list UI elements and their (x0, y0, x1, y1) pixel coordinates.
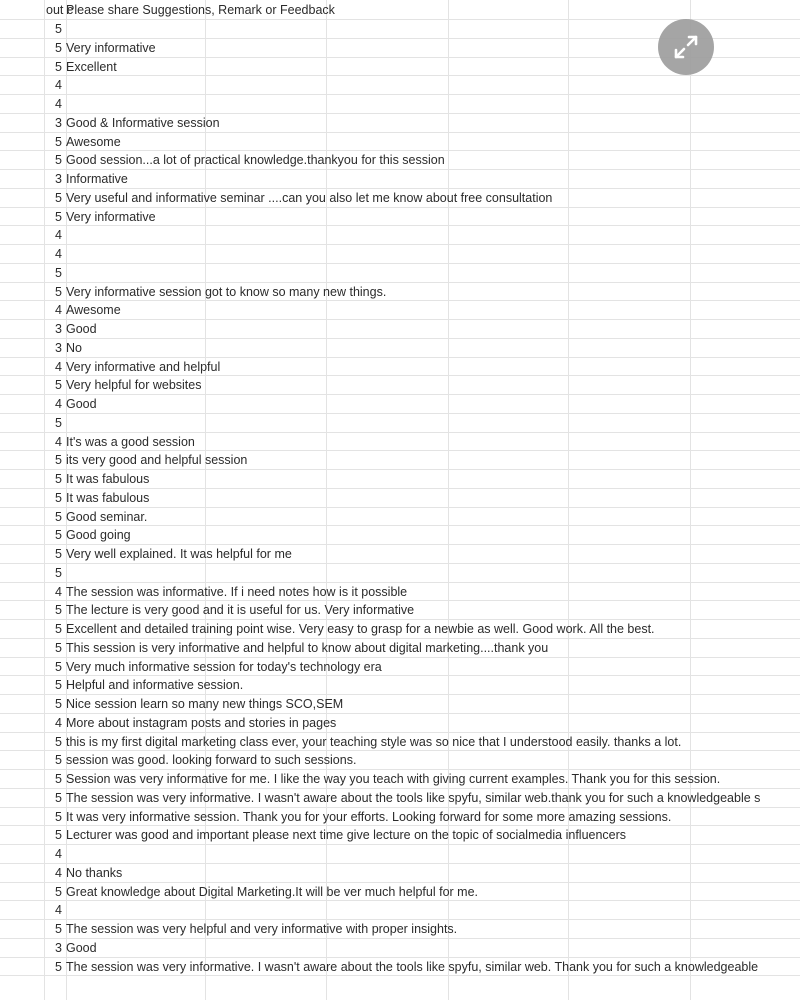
table-row (0, 808, 800, 827)
rating-cell[interactable]: 5 (55, 509, 62, 524)
feedback-cell[interactable]: Nice session learn so many new things SCO,SEM (66, 697, 344, 711)
table-row (0, 208, 800, 227)
table-row (0, 414, 800, 433)
table-row (0, 358, 800, 377)
table-row (0, 620, 800, 639)
rating-cell[interactable]: 5 (55, 284, 62, 299)
rating-cell[interactable]: 5 (55, 622, 62, 636)
rating-cell[interactable]: 5 (55, 490, 62, 505)
rating-cell[interactable]: 5 (55, 640, 62, 655)
feedback-cell[interactable]: Informative (66, 172, 128, 186)
rating-cell[interactable]: 5 (55, 378, 62, 393)
rating-cell[interactable]: 4 (55, 397, 62, 411)
feedback-cell[interactable]: Very informative (66, 40, 156, 55)
table-row (0, 826, 800, 845)
feedback-cell[interactable]: No thanks (66, 865, 123, 880)
feedback-cell[interactable]: Very helpful for websites (66, 378, 202, 393)
feedback-cell[interactable] (66, 564, 800, 582)
feedback-cell[interactable] (66, 264, 800, 282)
rating-cell[interactable]: 5 (55, 828, 62, 843)
feedback-cell[interactable]: Very informative session got to know so many new things. (66, 284, 387, 299)
table-row (0, 189, 800, 208)
feedback-cell[interactable]: Very informative (66, 209, 156, 224)
feedback-cell[interactable]: Excellent (66, 59, 117, 74)
table-row (0, 226, 800, 245)
rating-cell[interactable]: 4 (55, 247, 62, 261)
feedback-cell[interactable]: Good seminar. (66, 509, 148, 524)
table-row (0, 170, 800, 189)
rating-cell[interactable]: 5 (55, 734, 62, 749)
table-row (0, 283, 800, 302)
feedback-cell[interactable]: its very good and helpful session (66, 453, 248, 468)
rating-cell[interactable]: 5 (55, 678, 62, 693)
table-row (0, 526, 800, 545)
table-row (0, 958, 800, 977)
rating-cell[interactable]: 3 (55, 322, 62, 336)
table-row (0, 883, 800, 902)
table-row (0, 901, 800, 920)
feedback-cell[interactable]: Awesome (66, 134, 121, 149)
rating-cell[interactable]: 5 (55, 922, 62, 936)
rating-cell[interactable]: 5 (55, 959, 62, 974)
table-row (0, 133, 800, 152)
feedback-cell[interactable]: It was very informative session. Thank you for your efforts. Looking forward for some more amazing sessions. (66, 809, 672, 824)
table-row (0, 695, 800, 714)
rating-cell[interactable]: 4 (55, 228, 62, 243)
feedback-cell[interactable] (66, 901, 800, 919)
rating-cell[interactable]: 5 (55, 547, 62, 561)
table-row (0, 470, 800, 489)
feedback-cell[interactable]: The session was very informative. I wasn't aware about the tools like spyfu, similar web.thank you for such a knowledgeable s (66, 790, 761, 805)
header-row (0, 1, 800, 20)
rating-cell[interactable]: 5 (55, 790, 62, 805)
table-row (0, 733, 800, 752)
expand-arrows-icon (671, 32, 701, 62)
table-row (0, 95, 800, 114)
feedback-cell[interactable]: Good & Informative session (66, 115, 220, 130)
feedback-cell[interactable]: this is my first digital marketing class ever, your teaching style was so nice that I understood easily. thanks a lot. (66, 734, 682, 749)
feedback-cell[interactable]: More about instagram posts and stories in pages (66, 715, 337, 730)
rating-cell[interactable]: 5 (55, 265, 62, 280)
table-row (0, 151, 800, 170)
feedback-cell[interactable]: Session was very informative for me. I like the way you teach with giving current examples. Thank you for this session. (66, 772, 721, 786)
table-row (0, 489, 800, 508)
table-row (0, 320, 800, 339)
table-row (0, 789, 800, 808)
rating-cell[interactable]: 5 (55, 415, 62, 430)
rating-cell[interactable]: 5 (55, 40, 62, 55)
rating-cell[interactable]: 5 (55, 453, 62, 468)
rating-cell[interactable]: 5 (55, 603, 62, 618)
rating-cell[interactable]: 3 (55, 940, 62, 955)
feedback-cell[interactable]: Good (66, 322, 97, 336)
feedback-cell[interactable]: Good (66, 397, 97, 411)
expand-button[interactable] (658, 19, 714, 75)
feedback-cell[interactable]: It was fabulous (66, 472, 150, 486)
table-row (0, 433, 800, 452)
rating-cell[interactable]: 5 (55, 753, 62, 768)
table-row (0, 939, 800, 958)
table-row (0, 395, 800, 414)
table-row (0, 114, 800, 133)
rating-cell[interactable]: 5 (55, 134, 62, 149)
table-row (0, 508, 800, 527)
feedback-cell[interactable] (66, 226, 800, 244)
table-row (0, 583, 800, 602)
rating-cell[interactable]: 5 (55, 209, 62, 224)
rating-cell[interactable]: 4 (55, 434, 62, 449)
rating-cell[interactable]: 5 (55, 772, 62, 786)
feedback-cell[interactable]: Good (66, 940, 97, 955)
rating-cell[interactable]: 5 (55, 659, 62, 674)
feedback-cell[interactable]: session was good. looking forward to such sessions. (66, 753, 357, 768)
feedback-cell[interactable] (66, 414, 800, 432)
rating-cell[interactable]: 4 (55, 903, 62, 918)
feedback-cell[interactable]: It's was a good session (66, 434, 195, 449)
rating-cell[interactable]: 4 (55, 303, 62, 318)
rating-cell[interactable]: 3 (55, 340, 62, 355)
header-cell-feedback[interactable]: Please share Suggestions, Remark or Feedback (66, 3, 335, 17)
table-row (0, 564, 800, 583)
table-row (0, 658, 800, 677)
rating-cell[interactable]: 4 (55, 359, 62, 374)
feedback-cell[interactable]: The session was very helpful and very informative with proper insights. (66, 922, 458, 936)
table-row (0, 676, 800, 695)
table-row (0, 376, 800, 395)
table-row (0, 339, 800, 358)
feedback-cell[interactable]: The session was very informative. I wasn't aware about the tools like spyfu, similar web. Thank you for such a knowledgeable (66, 959, 759, 974)
rating-cell[interactable]: 5 (55, 697, 62, 711)
rating-cell[interactable]: 5 (55, 153, 62, 168)
table-row (0, 76, 800, 95)
feedback-cell[interactable] (66, 76, 800, 94)
feedback-cell[interactable]: Very informative and helpful (66, 359, 221, 374)
rating-cell[interactable]: 5 (55, 809, 62, 824)
table-row (0, 920, 800, 939)
feedback-cell[interactable]: Good session...a lot of practical knowledge.thankyou for this session (66, 153, 445, 168)
rating-cell[interactable]: 5 (55, 528, 62, 543)
feedback-cell[interactable] (66, 845, 800, 863)
table-row (0, 301, 800, 320)
rating-cell[interactable]: 4 (55, 847, 62, 861)
rating-cell[interactable]: 4 (55, 78, 62, 93)
rating-cell[interactable]: 5 (55, 565, 62, 580)
feedback-cell[interactable]: Good going (66, 528, 131, 543)
feedback-cell[interactable]: No (66, 340, 82, 355)
feedback-cell[interactable]: Great knowledge about Digital Marketing.It will be ver much helpful for me. (66, 884, 478, 899)
table-row (0, 845, 800, 864)
rating-cell[interactable]: 4 (55, 715, 62, 730)
feedback-cell[interactable]: Very much informative session for today's technology era (66, 659, 382, 674)
table-row (0, 714, 800, 733)
feedback-cell[interactable] (66, 245, 800, 263)
feedback-cell[interactable] (66, 95, 800, 113)
header-cell-rating[interactable]: out c (46, 3, 74, 17)
rating-cell[interactable]: 5 (55, 884, 62, 899)
feedback-cell[interactable]: Helpful and informative session. (66, 678, 244, 693)
rating-cell[interactable]: 5 (55, 22, 62, 36)
table-row (0, 639, 800, 658)
rating-cell[interactable]: 4 (55, 865, 62, 880)
table-row (0, 264, 800, 283)
table-row (0, 751, 800, 770)
table-row (0, 864, 800, 883)
feedback-cell[interactable]: This session is very informative and helpful to know about digital marketing....thank you (66, 640, 549, 655)
rating-cell[interactable]: 4 (55, 584, 62, 599)
feedback-cell[interactable]: Awesome (66, 303, 121, 318)
rating-cell[interactable]: 5 (55, 190, 62, 205)
feedback-cell[interactable]: The lecture is very good and it is useful for us. Very informative (66, 603, 415, 618)
rating-cell[interactable]: 5 (55, 59, 62, 74)
rating-cell[interactable]: 5 (55, 472, 62, 486)
table-row (0, 245, 800, 264)
feedback-cell[interactable]: Lecturer was good and important please next time give lecture on the topic of socialmedia influencers (66, 828, 627, 843)
feedback-cell[interactable]: Excellent and detailed training point wise. Very easy to grasp for a newbie as well. Good work. All the best. (66, 622, 655, 636)
rating-cell[interactable]: 3 (55, 172, 62, 186)
feedback-cell[interactable]: The session was informative. If i need notes how is it possible (66, 584, 408, 599)
feedback-cell[interactable]: It was fabulous (66, 490, 150, 505)
table-row (0, 451, 800, 470)
feedback-cell[interactable]: Very useful and informative seminar ....can you also let me know about free consultation (66, 190, 553, 205)
table-row (0, 601, 800, 620)
rating-cell[interactable]: 4 (55, 97, 62, 111)
rating-cell[interactable]: 3 (55, 115, 62, 130)
table-row (0, 545, 800, 564)
table-row (0, 770, 800, 789)
feedback-cell[interactable]: Very well explained. It was helpful for me (66, 547, 292, 561)
